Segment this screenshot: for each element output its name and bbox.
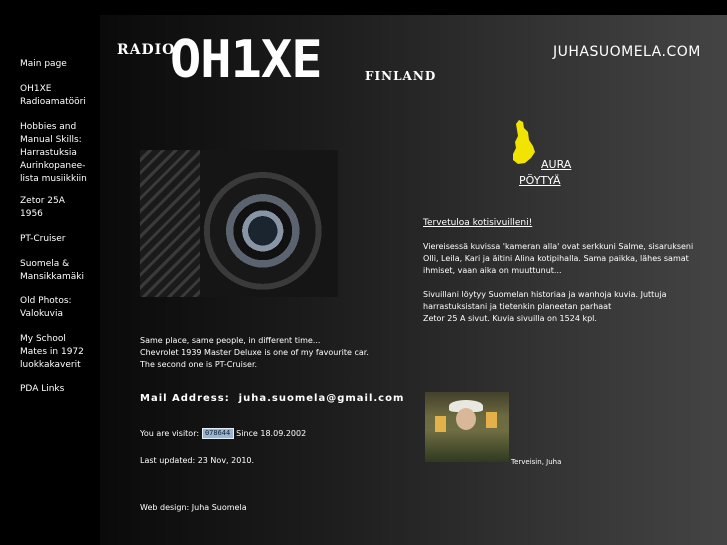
poytya-link-label[interactable]: PÖYTYÄ <box>519 174 561 187</box>
nav-school-mates[interactable]: My School Mates in 1972 luokkakaverit <box>20 334 84 370</box>
visitor-counter: 078644 <box>202 428 234 439</box>
nav-suomela[interactable]: Suomela & Mansikkamäki <box>20 259 84 282</box>
last-updated: Last updated: 23 Nov, 2010. <box>140 456 255 465</box>
juha-photo <box>425 392 509 462</box>
sidebar-nav <box>0 0 100 545</box>
intro-text: Viereisessä kuvissa 'kameran alla' ovat serkkuni Salme, sisarukseni Olli, Leila, Kari ja äitini Alina kotipihalla. Sama paikka, lähes samat ihmiset, vaan aika on muuttunut... <box>423 242 694 275</box>
web-design-credit: Web design: Juha Suomela <box>140 503 247 512</box>
site-name: JUHASUOMELA.COM <box>553 44 701 60</box>
nav-pda-links[interactable]: PDA Links <box>20 384 65 394</box>
logo-radio-text: RADIO <box>117 42 176 58</box>
face-shape <box>456 408 476 430</box>
nav-oh1xe[interactable]: OH1XE Radioamatööri <box>20 84 86 107</box>
nav-old-photos[interactable]: Old Photos: Valokuvia <box>20 296 72 319</box>
main-panel <box>100 15 727 545</box>
beer-glass-left <box>435 416 446 432</box>
logo-finland-text: FINLAND <box>365 69 437 83</box>
nav-pt-cruiser[interactable]: PT-Cruiser <box>20 234 66 244</box>
photo-caption: Same place, same people, in different time... Chevrolet 1939 Master Deluxe is one of my favourite car. The second one is PT-Cruiser. <box>140 336 369 369</box>
finland-map-icon[interactable] <box>511 118 541 166</box>
welcome-heading: Tervetuloa kotisivuilleni! <box>423 218 533 228</box>
visitor-prefix: You are visitor: <box>140 429 200 438</box>
aura-link-label[interactable]: AURA <box>541 158 572 171</box>
poytya-link[interactable] <box>519 169 561 188</box>
visitor-line <box>140 428 306 440</box>
nav-zetor[interactable]: Zetor 25A 1956 <box>20 196 65 219</box>
logo-callsign: OH1XE <box>170 30 322 90</box>
camera-photo <box>140 150 338 297</box>
history-text: Sivuillani löytyy Suomelan historiaa ja wanhoja kuvia. Juttuja harrastuksistani ja tietenkin planeetan parhaat Zetor 25 A sivut. Kuvia sivuilla on 1524 kpl. <box>423 290 667 323</box>
visitor-since: Since 18.09.2002 <box>236 429 307 438</box>
nav-main-page[interactable]: Main page <box>20 59 67 69</box>
beer-glass-right <box>486 412 497 428</box>
nav-hobbies[interactable]: Hobbies and Manual Skills: Harrastuksia Aurinkopanee- lista musiikkiin <box>20 122 87 184</box>
mail-address[interactable]: Mail Address: juha.suomela@gmail.com <box>140 393 405 404</box>
greeting-text: Terveisin, Juha <box>511 458 562 466</box>
